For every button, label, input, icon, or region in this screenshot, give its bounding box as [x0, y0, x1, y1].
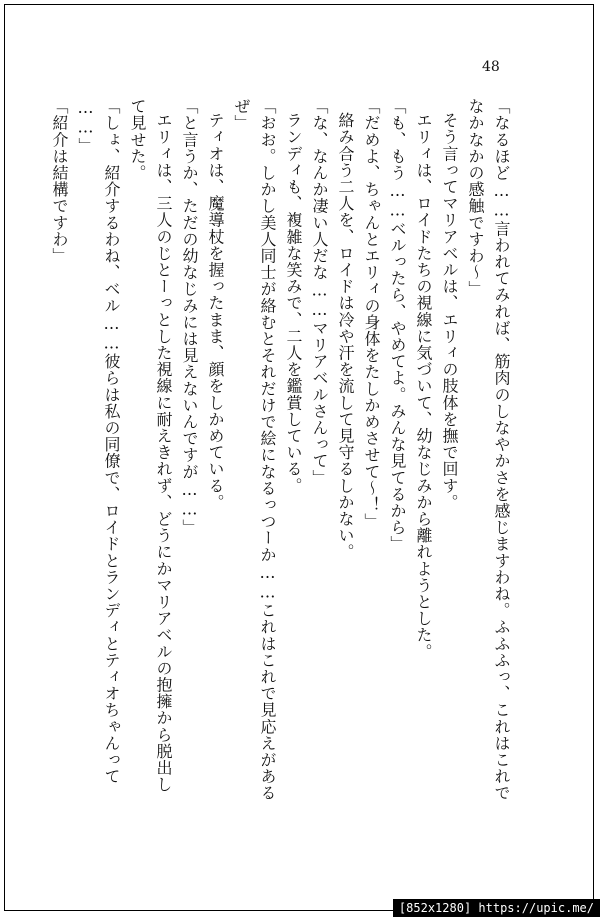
- text-line: エリィは、三人のじとーっとした視線に耐えきれず、どうにかマリアベルの抱擁から脱出し: [154, 112, 173, 793]
- text-line: て見せた。: [128, 98, 147, 181]
- page-frame: [4, 4, 594, 911]
- text-line: ランディも、複雑な笑みで、二人を鑑賞している。: [284, 112, 303, 494]
- text-line: なかなかの感触ですわ〜」: [466, 98, 485, 298]
- text-line: ……」: [76, 98, 95, 154]
- text-line: 「だめよ、ちゃんとエリィの身体をたしかめさせて〜！」: [362, 98, 381, 530]
- text-line: 「な、なんか凄い人だな……マリアベルさんって」: [310, 98, 329, 486]
- text-line: ぜ」: [232, 98, 251, 132]
- text-line: エリィは、ロイドたちの視線に気づいて、幼なじみから離れようとした。: [414, 112, 433, 660]
- text-line: 「しょ、紹介するわね、ベル……彼らは私の同僚で、ロイドとランディとティオちゃんって: [102, 98, 121, 785]
- text-line: 「も、もう……ベルったら、やめてよ。みんな見てるから」: [388, 98, 407, 553]
- watermark-label: [852x1280] https://upic.me/: [393, 899, 600, 917]
- text-line: 「と言うか、ただの幼なじみには見えないんですが……」: [180, 98, 199, 536]
- text-line: 「おお。しかし美人同士が絡むとそれだけで絵になるっつーか……これはこれで見応えがある: [258, 98, 277, 802]
- text-line: 「紹介は結構ですわ」: [50, 98, 69, 264]
- text-line: 「なるほど……言われてみれば、筋肉のしなやかさを感じますわね。ふふふっ、これはこれで: [492, 98, 511, 802]
- text-line: ティオは、魔導杖を握ったまま、顔をしかめている。: [206, 112, 225, 511]
- page-number: 48: [482, 59, 500, 75]
- text-line: そう言ってマリアベルは、エリィの肢体を撫で回す。: [440, 112, 459, 511]
- text-line: 絡み合う二人を、ロイドは冷や汗を流して見守るしかない。: [336, 112, 355, 561]
